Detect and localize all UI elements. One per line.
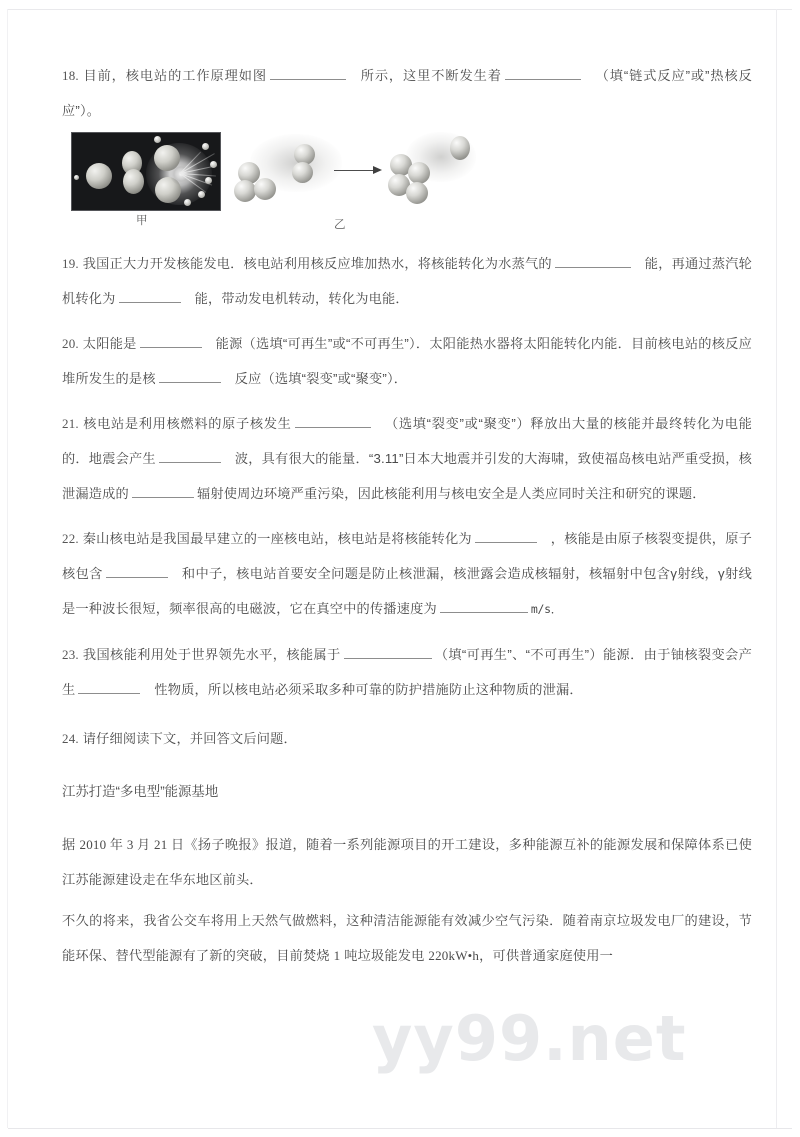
reading-paragraph-2 xyxy=(62,903,752,973)
paragraph-text-body: 《扬子晚报》报道，随着一系列能源项目的开工建设，多种能源互补的能源发展和保障体系已使江苏能源建设走在华东地区前头． xyxy=(62,837,753,887)
paragraph-text-tail: ，可供普通家庭使用一 xyxy=(479,948,614,963)
question-number: 23. xyxy=(62,647,79,662)
fission-diagram-panel xyxy=(71,132,221,211)
question-text-part-3: （填“链式反应”或”热核反应”）。 xyxy=(62,68,752,118)
nucleon-icon xyxy=(408,162,430,184)
answer-blank[interactable] xyxy=(159,369,221,383)
question-text-part-3: 波，具有很大的能量．“3.11”日本大地震并引发的大海啸，致使福岛核电站严重受损，核泄漏造成的 xyxy=(62,451,752,501)
answer-blank[interactable] xyxy=(132,484,194,498)
page-border-left xyxy=(7,9,8,1128)
fusion-diagram-panel xyxy=(230,128,498,214)
answer-blank[interactable] xyxy=(344,645,432,659)
page-border-right xyxy=(776,9,777,1128)
answer-blank[interactable] xyxy=(295,414,371,428)
question-number: 20. xyxy=(62,336,79,351)
answer-blank[interactable] xyxy=(505,66,581,80)
question-number: 18. xyxy=(62,68,79,83)
neutron-icon xyxy=(210,161,217,168)
question-text-part-2: ，核能是由原子核裂变提供，原子核包含 xyxy=(62,531,752,581)
neutron-icon xyxy=(202,143,209,150)
question-19 xyxy=(62,246,752,316)
question-number: 22. xyxy=(62,531,79,546)
question-text-part-3: 性物质，所以核电站必须采取多种可靠的防护措施防止这种物质的泄漏． xyxy=(154,682,583,697)
question-22 xyxy=(62,521,752,627)
question-text-part-1: 我国核能利用处于世界领先水平，核能属于 xyxy=(82,647,341,662)
paragraph-text-body: 不久的将来，我省公交车将用上天然气做燃料，这种清洁能源能有效减少空气污染．随着南京垃圾发电厂的建设，节能环保、替代型能源有了新的突破，目前焚烧 xyxy=(62,913,752,963)
nucleon-icon xyxy=(406,182,428,204)
question-23 xyxy=(62,637,752,707)
question-text-part-2: （选填“裂变”或“聚变”）释放出大量的核能并最终转化为电能的．地震会产生 xyxy=(62,416,752,466)
question-18 xyxy=(62,58,752,128)
answer-blank[interactable] xyxy=(270,66,346,80)
nucleus-icon xyxy=(123,169,144,194)
question-21 xyxy=(62,406,752,511)
electricity-output-value: 220kW•h xyxy=(428,948,480,963)
paragraph-text-lead: 据 xyxy=(62,837,76,852)
question-text-part-3: 能，带动发电机转动，转化为电能． xyxy=(194,291,409,306)
reaction-arrow-line xyxy=(334,170,374,171)
question-number: 21. xyxy=(62,416,79,431)
answer-blank[interactable] xyxy=(78,680,140,694)
answer-blank[interactable] xyxy=(475,529,537,543)
answer-blank[interactable] xyxy=(555,254,631,268)
waste-quantity-value: 1 xyxy=(333,948,341,963)
question-24 xyxy=(62,721,752,756)
document-body xyxy=(62,58,752,973)
neutron-icon xyxy=(74,175,79,180)
question-number: 24. xyxy=(62,731,79,746)
question-20 xyxy=(62,326,752,396)
question-text-part-3: 和中子，核电站首要安全问题是防止核泄漏，核泄露会造成核辐射，核辐射中包含γ射线，γ射线是一种波长很短，频率很高的电磁波，它在真空中的传播速度为 xyxy=(62,566,752,616)
page-border-bottom xyxy=(8,1128,792,1129)
neutron-icon xyxy=(184,199,191,206)
question-number: 19. xyxy=(62,256,79,271)
answer-blank[interactable] xyxy=(119,289,181,303)
unit-label: m/s． xyxy=(530,602,562,616)
question-text-part-3: 反应（选填“裂变”或“聚变”）． xyxy=(234,371,408,386)
question-text-part-1: 请仔细阅读下文，并回答文后问题． xyxy=(82,731,297,746)
paragraph-text-middle: 吨垃圾能发电 xyxy=(344,948,425,963)
site-watermark: yy99.net xyxy=(372,1002,687,1075)
nucleus-icon xyxy=(86,163,112,189)
question-text-part-1: 秦山核电站是我国最早建立的一座核电站，核电站是将核能转化为 xyxy=(82,531,472,546)
nucleon-icon xyxy=(254,178,276,200)
figure-label-left: 甲 xyxy=(136,215,148,227)
question-text-part-2: （填“可再生”、“不可再生”）能源．由于铀核裂变会产生 xyxy=(62,647,752,697)
question-text-part-1: 太阳能是 xyxy=(82,336,137,351)
answer-blank[interactable] xyxy=(140,334,202,348)
figure-label-right: 乙 xyxy=(334,219,346,231)
answer-blank[interactable] xyxy=(159,449,221,463)
ejected-particle-icon xyxy=(450,136,470,160)
question-text-part-2: 能，再通过蒸汽轮机转化为 xyxy=(62,256,753,306)
neutron-icon xyxy=(198,191,205,198)
question-text-part-2: 能源（选填“可再生”或“不可再生”）．太阳能热水器将太阳能转化内能．目前核电站的核反应堆所发生的是核 xyxy=(62,336,753,386)
question-text-part-1: 核电站是利用核燃料的原子核发生 xyxy=(83,416,292,431)
question-text-part-1: 目前，核电站的工作原理如图 xyxy=(83,68,267,83)
answer-blank[interactable] xyxy=(440,599,528,613)
question-text-part-2: 所示，这里不断发生着 xyxy=(359,68,502,83)
reading-passage-title: 江苏打造“多电型”能源基地 xyxy=(62,784,219,799)
nuclear-reaction-figure xyxy=(62,132,752,240)
reaction-arrow-head-icon xyxy=(373,166,382,174)
page-border-top xyxy=(8,9,792,10)
answer-blank[interactable] xyxy=(106,564,168,578)
neutron-icon xyxy=(154,136,161,143)
neutron-icon xyxy=(205,177,212,184)
reading-paragraph-1 xyxy=(62,827,752,897)
question-text-part-1: 我国正大力开发核能发电．核电站利用核反应堆加热水，将核能转化为水蒸气的 xyxy=(82,256,552,271)
question-text-part-4: 辐射使周边环境严重污染，因此核能利用与核电安全是人类应同时关注和研究的课题． xyxy=(196,486,706,501)
publication-date: 2010 年 3 月 21 日 xyxy=(79,837,185,852)
nucleon-icon xyxy=(292,162,313,183)
nucleon-icon xyxy=(234,180,256,202)
